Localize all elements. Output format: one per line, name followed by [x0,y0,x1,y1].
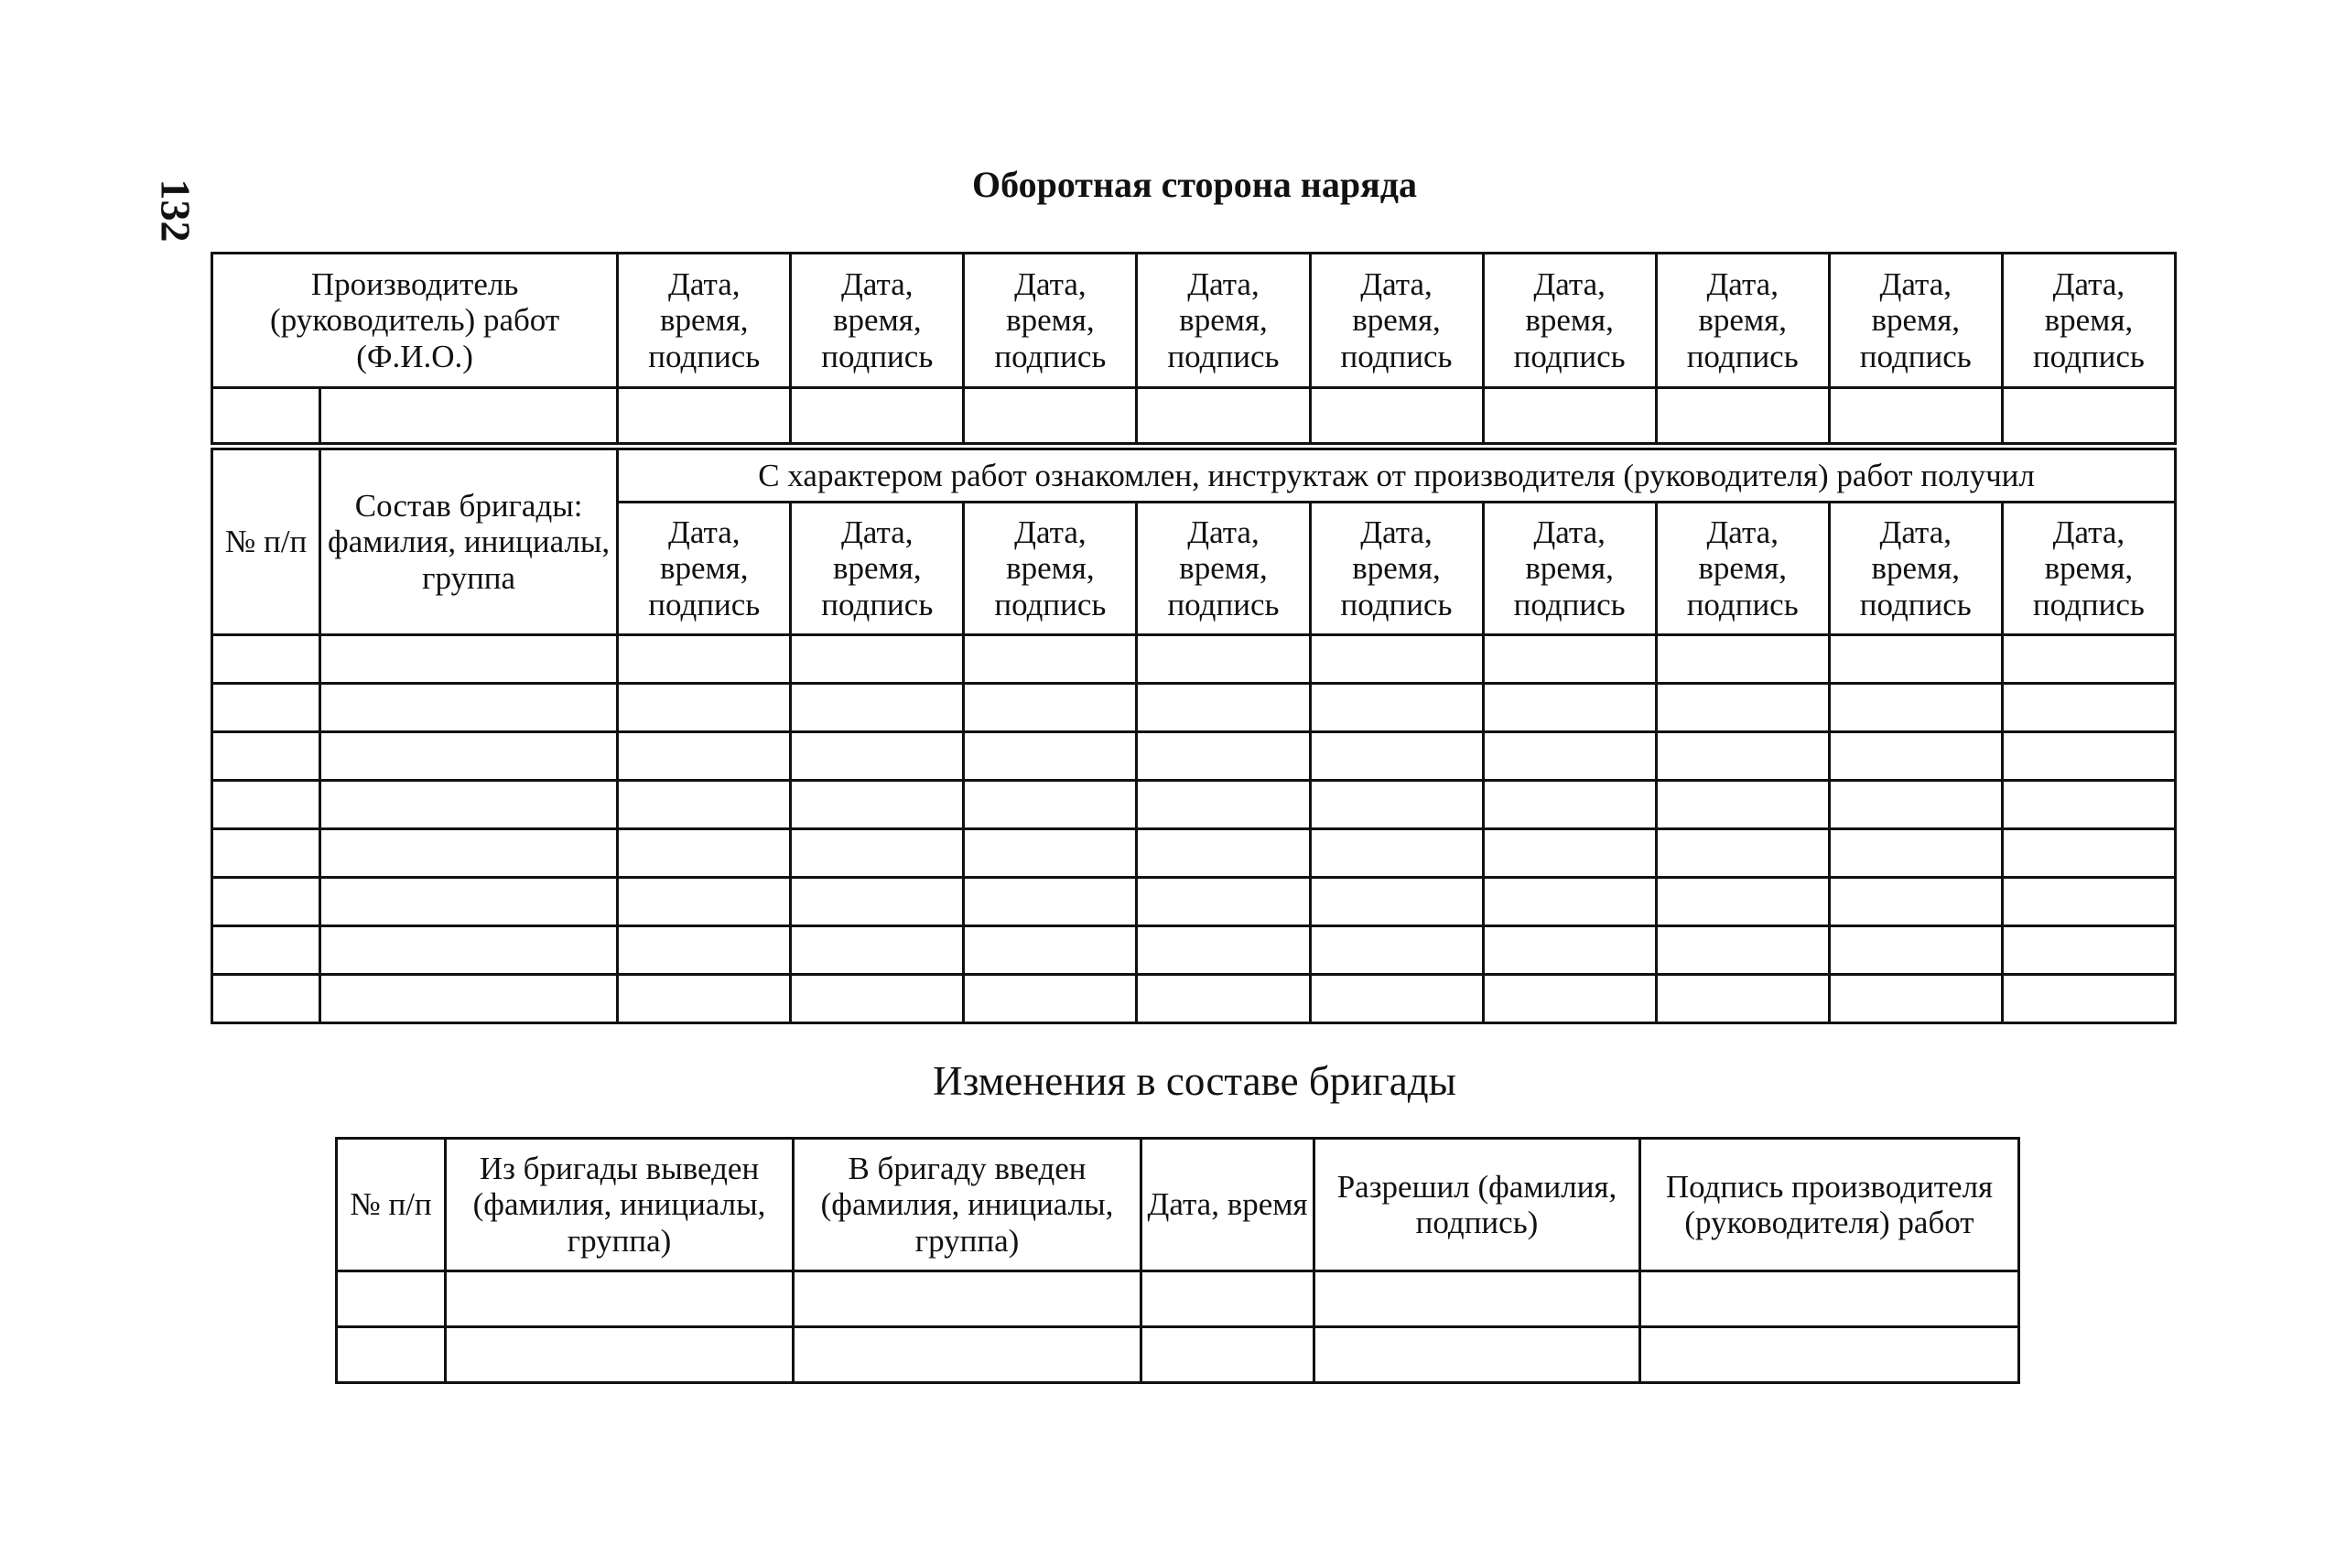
date-time-signature-header: Дата, время, подпись [964,503,1137,635]
table-cell [337,1271,446,1327]
table-cell [2002,829,2175,878]
table-cell [1656,635,1829,684]
date-time-signature-header: Дата, время, подпись [618,254,791,388]
table-cell [791,878,964,926]
table-cell [794,1271,1141,1327]
table-cell [1483,781,1656,829]
table-cell [964,829,1137,878]
change-rows [337,1271,2019,1383]
number-header: № п/п [212,449,320,635]
table-cell [1137,975,1310,1023]
table-cell [1656,975,1829,1023]
changes-title: Изменения в составе бригады [933,1058,1456,1104]
table-cell [212,732,320,781]
table-cell [2002,684,2175,732]
table-cell [1310,388,1483,444]
table-cell [2002,635,2175,684]
table-cell [1137,388,1310,444]
crew-changes-table [335,1137,2020,1384]
table-cell [791,635,964,684]
table-cell [1656,878,1829,926]
table-cell [791,684,964,732]
table-cell [1137,926,1310,975]
table-cell [964,781,1137,829]
table-cell [964,635,1137,684]
table-row [212,781,2176,829]
table-cell [1829,635,2002,684]
table-row [337,1327,2019,1383]
table-cell [964,684,1137,732]
table-cell [1829,388,2002,444]
date-time-signature-header: Дата, время, подпись [2002,503,2175,635]
supervisor-signature-header: Подпись производителя (руководителя) работ [1640,1139,2019,1271]
table-cell [212,781,320,829]
table-cell [1656,684,1829,732]
table-cell [1310,684,1483,732]
table-cell [212,878,320,926]
authorized-by-header: Разрешил (фамилия, подпись) [1314,1139,1640,1271]
table-cell [1310,781,1483,829]
table-cell [1656,781,1829,829]
table-cell [1829,975,2002,1023]
table-cell [212,388,320,444]
table-cell [2002,732,2175,781]
table-cell [1483,388,1656,444]
table-cell [1656,829,1829,878]
table-cell [1483,684,1656,732]
briefing-header-row [212,449,2176,503]
table-cell [618,388,791,444]
table-cell [618,684,791,732]
table-cell [446,1271,794,1327]
table-cell [964,878,1137,926]
table-cell [964,388,1137,444]
date-time-signature-header: Дата, время, подпись [1656,254,1829,388]
work-order-table [211,252,2177,1024]
table-cell [791,829,964,878]
table-cell [1483,829,1656,878]
table-cell [212,684,320,732]
table-cell [2002,926,2175,975]
table-cell [2002,781,2175,829]
table-cell [1829,878,2002,926]
table-cell [1137,829,1310,878]
table-cell [212,926,320,975]
table-cell [618,926,791,975]
table-cell [320,975,618,1023]
table-cell [1314,1327,1640,1383]
table-cell [1137,732,1310,781]
table-cell [1310,975,1483,1023]
supervisor-header: Производитель (руководитель) работ (Ф.И.О.) [212,254,618,388]
table-row [212,975,2176,1023]
added-to-crew-header: В бригаду введен (фамилия, инициалы, группа) [794,1139,1141,1271]
date-time-signature-header: Дата, время, подпись [791,503,964,635]
date-time-signature-header: Дата, время, подпись [1310,254,1483,388]
table-cell [1310,635,1483,684]
table-cell [791,732,964,781]
table-cell [320,781,618,829]
table-cell [1483,635,1656,684]
table-cell [1483,878,1656,926]
table-cell [964,732,1137,781]
changes-date-time-header: Дата, время [1141,1139,1314,1271]
crew-composition-header: Состав бригады: фамилия, инициалы, группа [320,449,618,635]
date-time-signature-header: Дата, время, подпись [1483,254,1656,388]
page-number: 132 [152,178,200,243]
table-cell [1483,926,1656,975]
table-cell [791,388,964,444]
form-title: Оборотная сторона наряда [972,164,1417,205]
table-cell [618,975,791,1023]
table-cell [1310,829,1483,878]
table-cell [1640,1327,2019,1383]
date-time-signature-header: Дата, время, подпись [1829,254,2002,388]
table-cell [1310,926,1483,975]
table-cell [791,781,964,829]
table-cell [791,926,964,975]
table-cell [1310,878,1483,926]
table-cell [320,388,618,444]
table-cell [618,878,791,926]
table-cell [2002,878,2175,926]
date-time-signature-header: Дата, время, подпись [1829,503,2002,635]
table-row [212,635,2176,684]
table-cell [1656,732,1829,781]
table-cell [618,635,791,684]
table-cell [1483,975,1656,1023]
briefing-header: С характером работ ознакомлен, инструктаж от производителя (руководителя) работ получил [618,449,2176,503]
table-cell [212,829,320,878]
table-cell [446,1327,794,1383]
table-cell [2002,388,2175,444]
table-cell [618,781,791,829]
table-cell [1141,1271,1314,1327]
table-cell [1483,732,1656,781]
table-cell [1656,388,1829,444]
table-row [212,878,2176,926]
crew-rows [212,635,2176,1023]
table-cell [1137,684,1310,732]
table-cell [2002,975,2175,1023]
table-cell [1640,1271,2019,1327]
changes-header-row [337,1139,2019,1271]
table-cell [337,1327,446,1383]
date-time-signature-header: Дата, время, подпись [618,503,791,635]
table-cell [320,829,618,878]
table-cell [1141,1327,1314,1383]
table-cell [1829,926,2002,975]
table-cell [1137,635,1310,684]
table-cell [618,732,791,781]
date-time-signature-header: Дата, время, подпись [791,254,964,388]
table-cell [320,926,618,975]
table-cell [1829,732,2002,781]
table-row [212,732,2176,781]
table-cell [964,975,1137,1023]
date-time-signature-header: Дата, время, подпись [1137,503,1310,635]
table-cell [791,975,964,1023]
table-cell [212,635,320,684]
table-cell [1829,684,2002,732]
table-cell [320,684,618,732]
table-cell [320,635,618,684]
table-cell [618,829,791,878]
table-row [212,926,2176,975]
table-cell [212,975,320,1023]
table-cell [1137,878,1310,926]
supervisor-entry-row [212,388,2176,444]
table-cell [1829,829,2002,878]
table-cell [320,878,618,926]
table-cell [1310,732,1483,781]
date-time-signature-header: Дата, время, подпись [964,254,1137,388]
table-cell [1829,781,2002,829]
table-cell [964,926,1137,975]
table-row [337,1271,2019,1327]
date-time-signature-header: Дата, время, подпись [2002,254,2175,388]
table-row [212,684,2176,732]
table-cell [1314,1271,1640,1327]
table-cell [320,732,618,781]
date-time-signature-header: Дата, время, подпись [1483,503,1656,635]
date-time-signature-header: Дата, время, подпись [1310,503,1483,635]
table-cell [794,1327,1141,1383]
table-cell [1137,781,1310,829]
date-time-signature-header: Дата, время, подпись [1656,503,1829,635]
removed-from-crew-header: Из бригады выведен (фамилия, инициалы, группа) [446,1139,794,1271]
supervisor-header-row [212,254,2176,388]
table-cell [1656,926,1829,975]
date-time-signature-header: Дата, время, подпись [1137,254,1310,388]
changes-number-header: № п/п [337,1139,446,1271]
table-row [212,829,2176,878]
